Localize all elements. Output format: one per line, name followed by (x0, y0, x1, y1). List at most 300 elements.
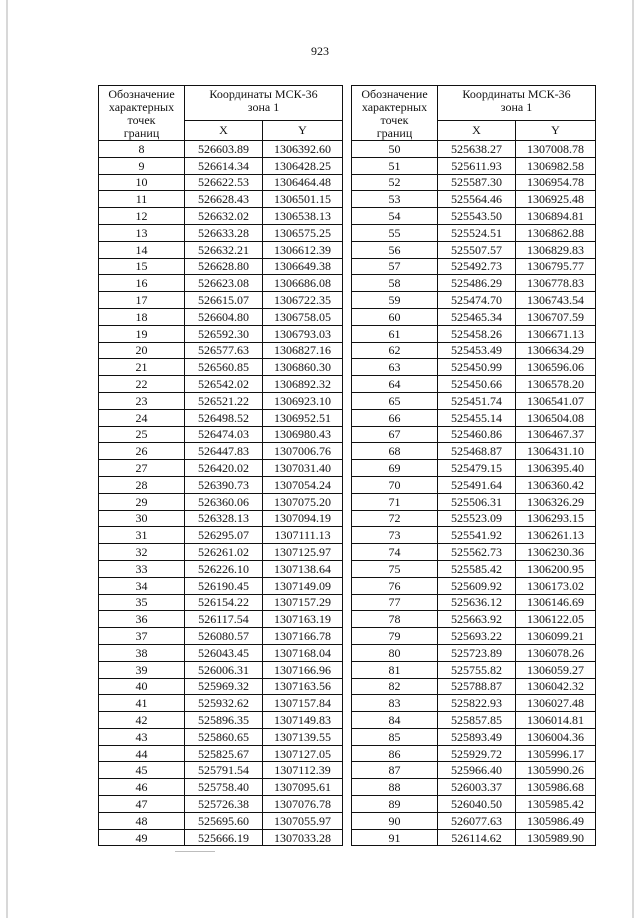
table-row (99, 779, 343, 796)
table-row (352, 779, 596, 796)
y-coordinate-cell: 1305985.42 (516, 796, 596, 813)
table-row (352, 644, 596, 661)
x-coordinate-cell: 525663.92 (438, 611, 516, 628)
point-number-cell: 55 (352, 224, 438, 241)
x-coordinate-cell: 525758.40 (185, 779, 263, 796)
x-coordinate-cell: 526632.02 (185, 208, 263, 225)
point-number-cell: 54 (352, 208, 438, 225)
x-coordinate-cell: 525451.74 (438, 392, 516, 409)
x-coordinate-cell: 525506.31 (438, 493, 516, 510)
x-coordinate-cell: 525825.67 (185, 745, 263, 762)
table-row (99, 191, 343, 208)
point-number-cell: 17 (99, 292, 185, 309)
y-coordinate-cell: 1306722.35 (263, 292, 343, 309)
x-coordinate-cell: 526614.34 (185, 157, 263, 174)
page-number: 923 (311, 44, 329, 58)
x-coordinate-cell: 526117.54 (185, 611, 263, 628)
point-number-cell: 74 (352, 544, 438, 561)
y-coordinate-cell: 1306578.20 (516, 376, 596, 393)
point-number-cell: 88 (352, 779, 438, 796)
point-number-cell: 42 (99, 712, 185, 729)
point-number-cell: 87 (352, 762, 438, 779)
header-coords-title: Координаты МСК-36 зона 1 (438, 86, 596, 121)
x-coordinate-cell: 525932.62 (185, 695, 263, 712)
table-row (99, 342, 343, 359)
point-number-cell: 23 (99, 392, 185, 409)
point-number-cell: 12 (99, 208, 185, 225)
point-number-cell: 63 (352, 359, 438, 376)
point-number-cell: 19 (99, 325, 185, 342)
table-row (352, 443, 596, 460)
table-row (352, 611, 596, 628)
point-number-cell: 80 (352, 644, 438, 661)
point-number-cell: 8 (99, 141, 185, 158)
y-coordinate-cell: 1307168.04 (263, 644, 343, 661)
table-row (99, 577, 343, 594)
x-coordinate-cell: 526114.62 (438, 829, 516, 846)
y-coordinate-cell: 1305986.68 (516, 779, 596, 796)
x-coordinate-cell: 526622.53 (185, 174, 263, 191)
y-coordinate-cell: 1307138.64 (263, 560, 343, 577)
x-coordinate-cell: 526628.80 (185, 258, 263, 275)
point-number-cell: 24 (99, 409, 185, 426)
y-coordinate-cell: 1306078.26 (516, 644, 596, 661)
x-coordinate-cell: 525486.29 (438, 275, 516, 292)
point-number-cell: 69 (352, 460, 438, 477)
table-row (352, 560, 596, 577)
point-number-cell: 89 (352, 796, 438, 813)
y-coordinate-cell: 1306982.58 (516, 157, 596, 174)
point-number-cell: 60 (352, 308, 438, 325)
y-coordinate-cell: 1306634.29 (516, 342, 596, 359)
x-coordinate-cell: 526360.06 (185, 493, 263, 510)
table-row (352, 376, 596, 393)
table-row (99, 678, 343, 695)
table-row (99, 695, 343, 712)
point-number-cell: 52 (352, 174, 438, 191)
header-point-label: Обозначение характерных точек границ (99, 86, 185, 141)
table-row (99, 510, 343, 527)
y-coordinate-cell: 1306686.08 (263, 275, 343, 292)
y-coordinate-cell: 1307033.28 (263, 829, 343, 846)
y-coordinate-cell: 1306261.13 (516, 527, 596, 544)
table-row (352, 695, 596, 712)
table-row (99, 544, 343, 561)
y-coordinate-cell: 1306360.42 (516, 476, 596, 493)
point-number-cell: 31 (99, 527, 185, 544)
y-coordinate-cell: 1306200.95 (516, 560, 596, 577)
x-coordinate-cell: 525491.64 (438, 476, 516, 493)
x-coordinate-cell: 526577.63 (185, 342, 263, 359)
table-row (352, 460, 596, 477)
x-coordinate-cell: 526043.45 (185, 644, 263, 661)
x-coordinate-cell: 526040.50 (438, 796, 516, 813)
point-number-cell: 76 (352, 577, 438, 594)
x-coordinate-cell: 525609.92 (438, 577, 516, 594)
table-row (99, 661, 343, 678)
y-coordinate-cell: 1306293.15 (516, 510, 596, 527)
x-coordinate-cell: 526447.83 (185, 443, 263, 460)
table-row (99, 392, 343, 409)
table-row (99, 745, 343, 762)
y-coordinate-cell: 1307031.40 (263, 460, 343, 477)
table-body-left (99, 141, 343, 846)
point-number-cell: 79 (352, 628, 438, 645)
table-row (352, 208, 596, 225)
table-row (99, 174, 343, 191)
table-row (352, 762, 596, 779)
point-number-cell: 36 (99, 611, 185, 628)
y-coordinate-cell: 1306538.13 (263, 208, 343, 225)
table-row (352, 510, 596, 527)
y-coordinate-cell: 1306467.37 (516, 426, 596, 443)
x-coordinate-cell: 526498.52 (185, 409, 263, 426)
point-number-cell: 43 (99, 728, 185, 745)
y-coordinate-cell: 1306431.10 (516, 443, 596, 460)
x-coordinate-cell: 526003.37 (438, 779, 516, 796)
point-number-cell: 70 (352, 476, 438, 493)
point-number-cell: 48 (99, 812, 185, 829)
table-row (352, 359, 596, 376)
table-row (352, 829, 596, 846)
point-number-cell: 18 (99, 308, 185, 325)
x-coordinate-cell: 525543.50 (438, 208, 516, 225)
table-row (99, 325, 343, 342)
table-row (99, 611, 343, 628)
point-number-cell: 10 (99, 174, 185, 191)
point-number-cell: 21 (99, 359, 185, 376)
y-coordinate-cell: 1307125.97 (263, 544, 343, 561)
point-number-cell: 41 (99, 695, 185, 712)
y-coordinate-cell: 1306793.03 (263, 325, 343, 342)
y-coordinate-cell: 1307076.78 (263, 796, 343, 813)
y-coordinate-cell: 1306099.21 (516, 628, 596, 645)
coordinates-table-right (351, 85, 596, 846)
x-coordinate-cell: 525893.49 (438, 728, 516, 745)
x-coordinate-cell: 525492.73 (438, 258, 516, 275)
x-coordinate-cell: 526328.13 (185, 510, 263, 527)
point-number-cell: 83 (352, 695, 438, 712)
point-number-cell: 85 (352, 728, 438, 745)
point-number-cell: 57 (352, 258, 438, 275)
y-coordinate-cell: 1307166.96 (263, 661, 343, 678)
y-coordinate-cell: 1306575.25 (263, 224, 343, 241)
point-number-cell: 14 (99, 241, 185, 258)
x-coordinate-cell: 525791.54 (185, 762, 263, 779)
point-number-cell: 59 (352, 292, 438, 309)
x-coordinate-cell: 526154.22 (185, 594, 263, 611)
point-number-cell: 86 (352, 745, 438, 762)
x-coordinate-cell: 525788.87 (438, 678, 516, 695)
table-row (352, 678, 596, 695)
x-coordinate-cell: 526628.43 (185, 191, 263, 208)
table-row (352, 191, 596, 208)
y-coordinate-cell: 1307111.13 (263, 527, 343, 544)
table-row (352, 577, 596, 594)
x-coordinate-cell: 526604.80 (185, 308, 263, 325)
table-row (99, 628, 343, 645)
table-row (352, 325, 596, 342)
table-row (352, 594, 596, 611)
point-number-cell: 46 (99, 779, 185, 796)
x-coordinate-cell: 525611.93 (438, 157, 516, 174)
x-coordinate-cell: 525860.65 (185, 728, 263, 745)
x-coordinate-cell: 525460.86 (438, 426, 516, 443)
point-number-cell: 81 (352, 661, 438, 678)
x-coordinate-cell: 525507.57 (438, 241, 516, 258)
header-x: X (438, 120, 516, 140)
table-row (352, 661, 596, 678)
point-number-cell: 61 (352, 325, 438, 342)
point-number-cell: 20 (99, 342, 185, 359)
scan-border-left (6, 0, 8, 918)
x-coordinate-cell: 525524.51 (438, 224, 516, 241)
x-coordinate-cell: 525450.66 (438, 376, 516, 393)
point-number-cell: 9 (99, 157, 185, 174)
x-coordinate-cell: 525474.70 (438, 292, 516, 309)
table-row (352, 712, 596, 729)
x-coordinate-cell: 526592.30 (185, 325, 263, 342)
y-coordinate-cell: 1306173.02 (516, 577, 596, 594)
x-coordinate-cell: 525726.38 (185, 796, 263, 813)
y-coordinate-cell: 1306649.38 (263, 258, 343, 275)
scan-artifact-mark (175, 851, 215, 852)
table-row (352, 426, 596, 443)
table-row (99, 712, 343, 729)
table-row (352, 275, 596, 292)
point-number-cell: 53 (352, 191, 438, 208)
table-row (352, 308, 596, 325)
y-coordinate-cell: 1307139.55 (263, 728, 343, 745)
table-row (352, 493, 596, 510)
point-number-cell: 33 (99, 560, 185, 577)
x-coordinate-cell: 525966.40 (438, 762, 516, 779)
y-coordinate-cell: 1306392.60 (263, 141, 343, 158)
y-coordinate-cell: 1306894.81 (516, 208, 596, 225)
y-coordinate-cell: 1307094.19 (263, 510, 343, 527)
y-coordinate-cell: 1306059.27 (516, 661, 596, 678)
x-coordinate-cell: 525723.89 (438, 644, 516, 661)
table-row (352, 796, 596, 813)
x-coordinate-cell: 525755.82 (438, 661, 516, 678)
x-coordinate-cell: 525468.87 (438, 443, 516, 460)
table-row (99, 728, 343, 745)
table-row (99, 560, 343, 577)
point-number-cell: 78 (352, 611, 438, 628)
table-row (352, 728, 596, 745)
table-row (352, 292, 596, 309)
y-coordinate-cell: 1306707.59 (516, 308, 596, 325)
x-coordinate-cell: 525455.14 (438, 409, 516, 426)
point-number-cell: 66 (352, 409, 438, 426)
y-coordinate-cell: 1305996.17 (516, 745, 596, 762)
y-coordinate-cell: 1306326.29 (516, 493, 596, 510)
y-coordinate-cell: 1306042.32 (516, 678, 596, 695)
x-coordinate-cell: 525896.35 (185, 712, 263, 729)
y-coordinate-cell: 1306778.83 (516, 275, 596, 292)
point-number-cell: 65 (352, 392, 438, 409)
y-coordinate-cell: 1306027.48 (516, 695, 596, 712)
header-y: Y (263, 120, 343, 140)
point-number-cell: 82 (352, 678, 438, 695)
point-number-cell: 49 (99, 829, 185, 846)
table-row (99, 812, 343, 829)
y-coordinate-cell: 1307149.09 (263, 577, 343, 594)
y-coordinate-cell: 1306827.16 (263, 342, 343, 359)
point-number-cell: 71 (352, 493, 438, 510)
table-row (99, 527, 343, 544)
table-row (99, 376, 343, 393)
table-row (352, 409, 596, 426)
y-coordinate-cell: 1306862.88 (516, 224, 596, 241)
x-coordinate-cell: 525564.46 (438, 191, 516, 208)
y-coordinate-cell: 1307006.76 (263, 443, 343, 460)
y-coordinate-cell: 1306980.43 (263, 426, 343, 443)
x-coordinate-cell: 526633.28 (185, 224, 263, 241)
table-row (352, 812, 596, 829)
table-row (99, 157, 343, 174)
x-coordinate-cell: 525453.49 (438, 342, 516, 359)
coordinates-table-left (98, 85, 343, 846)
point-number-cell: 58 (352, 275, 438, 292)
point-number-cell: 77 (352, 594, 438, 611)
y-coordinate-cell: 1307095.61 (263, 779, 343, 796)
point-number-cell: 38 (99, 644, 185, 661)
table-row (99, 241, 343, 258)
table-row (352, 258, 596, 275)
table-row (99, 796, 343, 813)
point-number-cell: 62 (352, 342, 438, 359)
x-coordinate-cell: 526261.02 (185, 544, 263, 561)
table-row (352, 476, 596, 493)
header-point-label: Обозначение характерных точек границ (352, 86, 438, 141)
header-y: Y (516, 120, 596, 140)
x-coordinate-cell: 526615.07 (185, 292, 263, 309)
point-number-cell: 40 (99, 678, 185, 695)
point-number-cell: 51 (352, 157, 438, 174)
y-coordinate-cell: 1306892.32 (263, 376, 343, 393)
header-coords-title: Координаты МСК-36 зона 1 (185, 86, 343, 121)
table-row (352, 141, 596, 158)
table-row (352, 392, 596, 409)
x-coordinate-cell: 525587.30 (438, 174, 516, 191)
point-number-cell: 45 (99, 762, 185, 779)
x-coordinate-cell: 526560.85 (185, 359, 263, 376)
x-coordinate-cell: 525458.26 (438, 325, 516, 342)
x-coordinate-cell: 525857.85 (438, 712, 516, 729)
x-coordinate-cell: 525636.12 (438, 594, 516, 611)
x-coordinate-cell: 525695.60 (185, 812, 263, 829)
point-number-cell: 15 (99, 258, 185, 275)
table-row (99, 359, 343, 376)
x-coordinate-cell: 525822.93 (438, 695, 516, 712)
table-row (99, 829, 343, 846)
table-row (352, 174, 596, 191)
y-coordinate-cell: 1305990.26 (516, 762, 596, 779)
table-row (352, 224, 596, 241)
y-coordinate-cell: 1306758.05 (263, 308, 343, 325)
table-row (352, 527, 596, 544)
x-coordinate-cell: 526474.03 (185, 426, 263, 443)
y-coordinate-cell: 1306146.69 (516, 594, 596, 611)
x-coordinate-cell: 525585.42 (438, 560, 516, 577)
point-number-cell: 39 (99, 661, 185, 678)
table-row (99, 292, 343, 309)
point-number-cell: 29 (99, 493, 185, 510)
y-coordinate-cell: 1306829.83 (516, 241, 596, 258)
x-coordinate-cell: 525465.34 (438, 308, 516, 325)
point-number-cell: 22 (99, 376, 185, 393)
point-number-cell: 13 (99, 224, 185, 241)
x-coordinate-cell: 525479.15 (438, 460, 516, 477)
table-row (352, 157, 596, 174)
point-number-cell: 72 (352, 510, 438, 527)
point-number-cell: 91 (352, 829, 438, 846)
x-coordinate-cell: 525929.72 (438, 745, 516, 762)
y-coordinate-cell: 1306428.25 (263, 157, 343, 174)
table-body-right (352, 141, 596, 846)
y-coordinate-cell: 1307157.29 (263, 594, 343, 611)
x-coordinate-cell: 526190.45 (185, 577, 263, 594)
point-number-cell: 50 (352, 141, 438, 158)
x-coordinate-cell: 526542.02 (185, 376, 263, 393)
point-number-cell: 16 (99, 275, 185, 292)
table-row (99, 426, 343, 443)
x-coordinate-cell: 525541.92 (438, 527, 516, 544)
point-number-cell: 56 (352, 241, 438, 258)
x-coordinate-cell: 526623.08 (185, 275, 263, 292)
table-row (99, 476, 343, 493)
point-number-cell: 64 (352, 376, 438, 393)
table-row (99, 594, 343, 611)
table-row (352, 342, 596, 359)
table-row (352, 544, 596, 561)
y-coordinate-cell: 1306671.13 (516, 325, 596, 342)
y-coordinate-cell: 1307075.20 (263, 493, 343, 510)
point-number-cell: 47 (99, 796, 185, 813)
x-coordinate-cell: 526006.31 (185, 661, 263, 678)
point-number-cell: 37 (99, 628, 185, 645)
table-row (99, 762, 343, 779)
y-coordinate-cell: 1306925.48 (516, 191, 596, 208)
x-coordinate-cell: 526521.22 (185, 392, 263, 409)
y-coordinate-cell: 1306395.40 (516, 460, 596, 477)
point-number-cell: 90 (352, 812, 438, 829)
point-number-cell: 75 (352, 560, 438, 577)
header-x: X (185, 120, 263, 140)
x-coordinate-cell: 525693.22 (438, 628, 516, 645)
point-number-cell: 28 (99, 476, 185, 493)
x-coordinate-cell: 526295.07 (185, 527, 263, 544)
y-coordinate-cell: 1306014.81 (516, 712, 596, 729)
x-coordinate-cell: 526603.89 (185, 141, 263, 158)
table-row (99, 409, 343, 426)
x-coordinate-cell: 525969.32 (185, 678, 263, 695)
x-coordinate-cell: 526226.10 (185, 560, 263, 577)
y-coordinate-cell: 1306860.30 (263, 359, 343, 376)
point-number-cell: 44 (99, 745, 185, 762)
point-number-cell: 26 (99, 443, 185, 460)
y-coordinate-cell: 1307054.24 (263, 476, 343, 493)
y-coordinate-cell: 1306541.07 (516, 392, 596, 409)
x-coordinate-cell: 525523.09 (438, 510, 516, 527)
point-number-cell: 25 (99, 426, 185, 443)
y-coordinate-cell: 1306464.48 (263, 174, 343, 191)
table-row (352, 628, 596, 645)
y-coordinate-cell: 1305989.90 (516, 829, 596, 846)
table-row (99, 443, 343, 460)
y-coordinate-cell: 1306230.36 (516, 544, 596, 561)
